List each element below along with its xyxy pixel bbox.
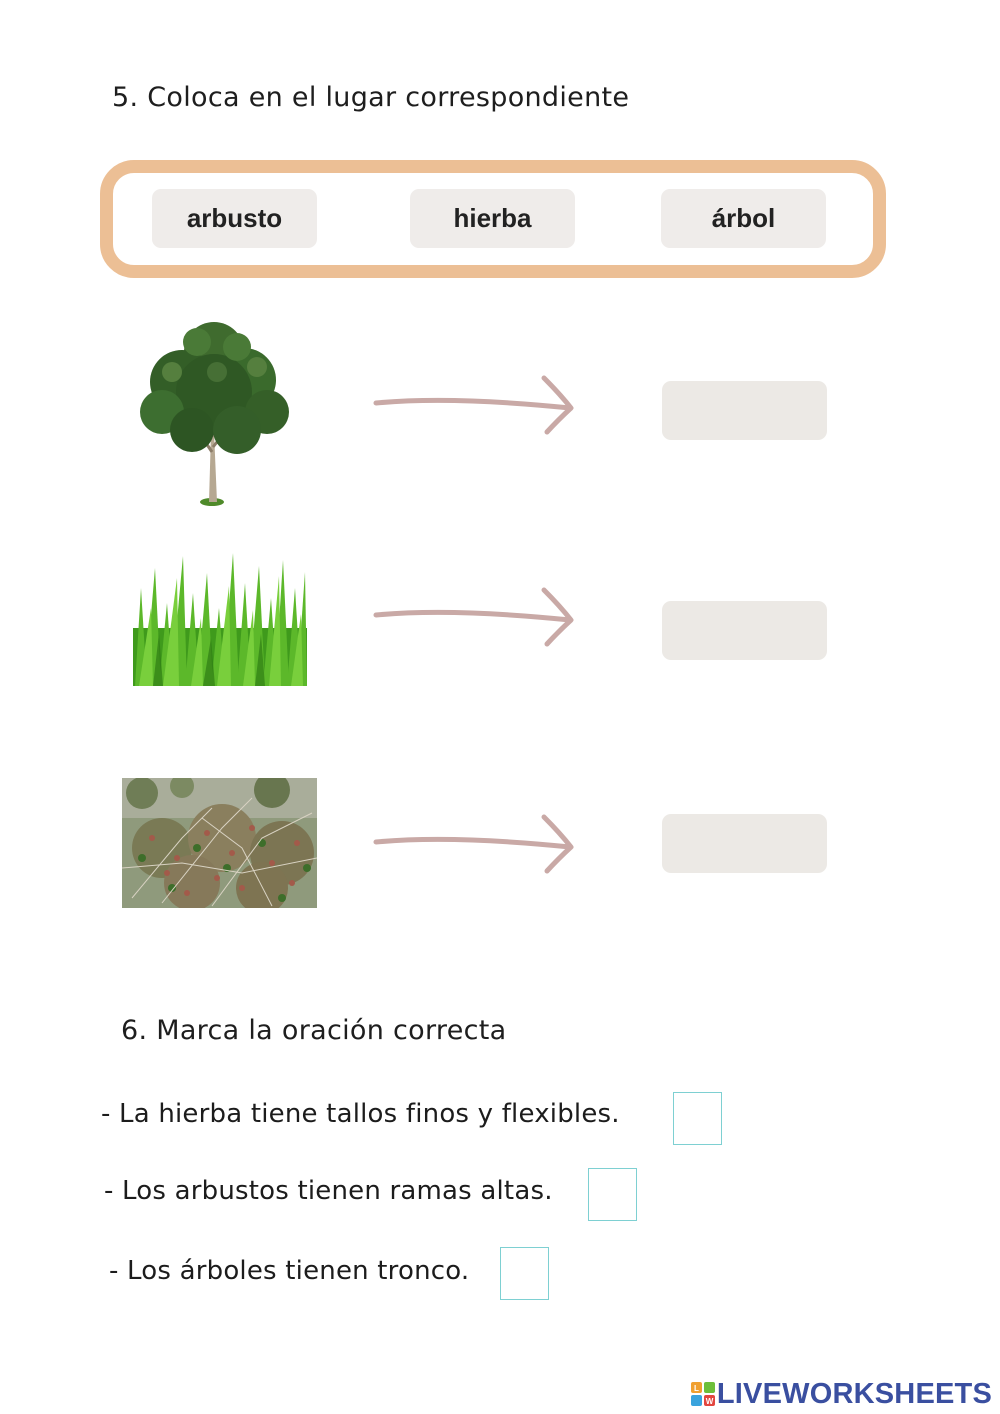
checkbox-sentence-3[interactable]	[500, 1247, 549, 1300]
drop-zone-3[interactable]	[662, 814, 827, 873]
exercise-6-title: 6. Marca la oración correcta	[121, 1015, 507, 1046]
word-bank	[100, 160, 886, 278]
svg-text:L: L	[693, 1384, 699, 1393]
word-chip-arbol[interactable]: árbol	[661, 189, 826, 248]
tree-image	[132, 312, 297, 512]
sentence-1: - La hierba tiene tallos finos y flexibles.	[101, 1099, 620, 1129]
word-chip-arbusto[interactable]: arbusto	[152, 189, 317, 248]
arrow-icon	[372, 372, 578, 438]
checkbox-sentence-1[interactable]	[673, 1092, 722, 1145]
exercise-5-title: 5. Coloca en el lugar correspondiente	[112, 82, 630, 113]
shrub-image	[122, 778, 317, 908]
logo-text: LIVEWORKSHEETS	[716, 1377, 992, 1410]
word-chip-hierba[interactable]: hierba	[410, 189, 575, 248]
sentence-2: - Los arbustos tienen ramas altas.	[104, 1176, 553, 1206]
drop-zone-2[interactable]	[662, 601, 827, 660]
svg-text:W: W	[705, 1397, 714, 1406]
arrow-icon	[372, 811, 578, 877]
arrow-icon	[372, 584, 578, 650]
grass-image	[133, 548, 307, 686]
liveworksheets-logo	[691, 1378, 992, 1410]
checkbox-sentence-2[interactable]	[588, 1168, 637, 1221]
drop-zone-1[interactable]	[662, 381, 827, 440]
sentence-3: - Los árboles tienen tronco.	[109, 1256, 470, 1286]
logo-blocks-icon	[691, 1382, 715, 1406]
